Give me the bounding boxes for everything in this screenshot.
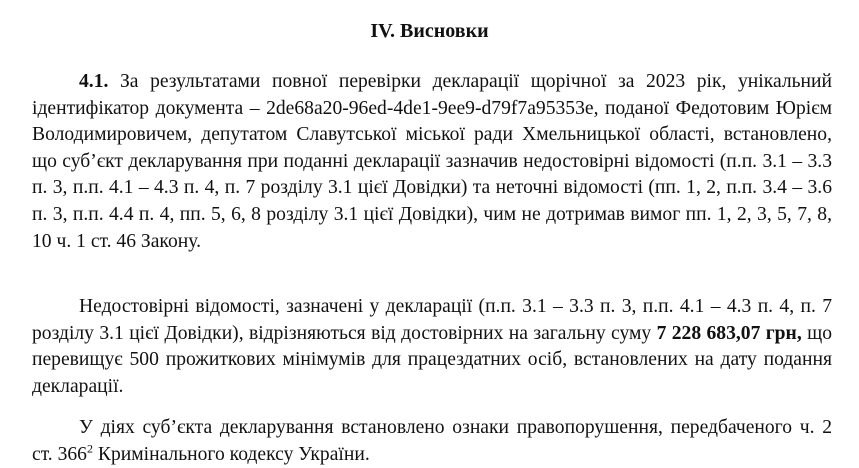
paragraph-unreliable-info xyxy=(32,294,832,400)
paragraph-offense-signs xyxy=(32,415,832,468)
paragraph-4-1-text: За результатами повної перевірки декларації щорічної за 2023 рік, унікальний ідентифікатор документа – 2de68a20-96ed-4de1-9ee9-d79f7a95353e, поданої Федотовим Юрієм Володимировичем, депутатом Славутської міської ради Хмельницької області, встановлено, що суб’єкт декларування при поданні декларації зазначив недостовірні відомості (п.п. 3.1 – 3.3 п. 3, п.п. 4.1 – 4.3 п. 4, п. 7 розділу 3.1 цієї Довідки) та неточні відомості (пп. 1, 2, п.п. 3.4 – 3.6 п. 3, п.п. 4.4 п. 4, пп. 5, 6, 8 розділу 3.1 цієї Довідки), чим не дотримав вимог пп. 1, 2, 3, 5, 7, 8, 10 ч. 1 ст. 46 Закону. xyxy=(32,71,832,252)
section-title: IV. Висновки xyxy=(370,20,489,42)
paragraph-2-text-before: Недостовірні відомості, зазначені у декларації (п.п. 3.1 – 3.3 п. 3, п.п. 4.1 – 4.3 п. 4, п. 7 розділу 3.1 цієї Довідки), відрізняються від достовірних на загальну суму xyxy=(32,296,832,344)
article-superscript: 2 xyxy=(86,441,93,456)
paragraph-number: 4.1. xyxy=(79,71,109,92)
paragraph-4-1 xyxy=(32,69,832,255)
total-amount: 7 228 683,07 грн, xyxy=(656,322,802,344)
paragraph-2-text-after: що перевищує 500 прожиткових мінімумів для працездатних осіб, встановлених на дату подання декларації. xyxy=(32,322,832,397)
paragraph-3-text-after: Кримінального кодексу України. xyxy=(92,443,370,465)
paragraph-3-text-before: У діях суб’єкта декларування встановлено ознаки правопорушення, передбаченого ч. 2 ст. 366 xyxy=(32,417,832,465)
